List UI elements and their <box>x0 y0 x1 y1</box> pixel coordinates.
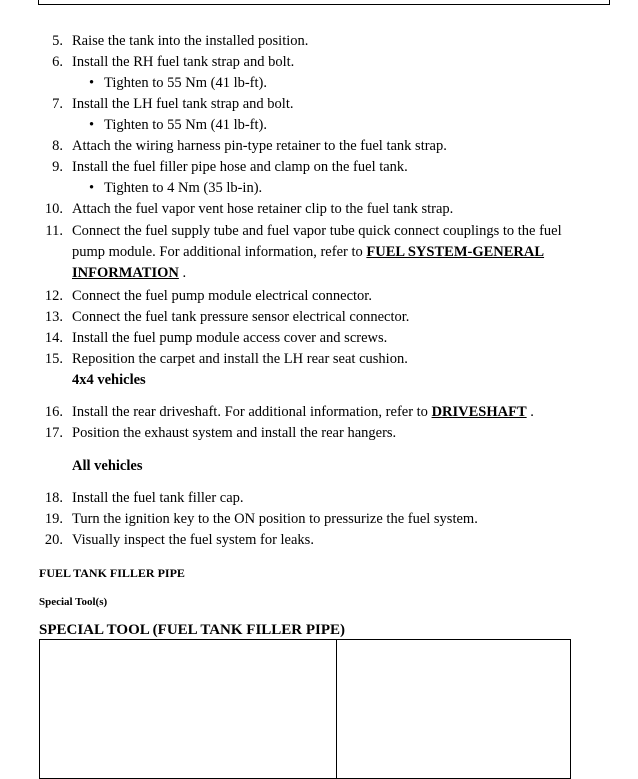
step-number: 11. <box>45 223 63 239</box>
procedure-steps-a <box>0 31 638 370</box>
step-item <box>0 307 638 328</box>
step-item <box>0 286 638 307</box>
tool-image-cell <box>40 640 337 779</box>
step-text: Reposition the carpet and install the LH rear seat cushion. <box>72 351 408 367</box>
sub-step <box>0 115 638 136</box>
step-text: Install the LH fuel tank strap and bolt. <box>72 96 294 112</box>
step-number: 18. <box>44 490 63 506</box>
step-item <box>0 220 638 286</box>
step-text: Raise the tank into the installed position. <box>72 33 309 49</box>
step-item <box>0 136 638 157</box>
step-number: 8. <box>52 138 63 154</box>
step-text: Connect the fuel pump module electrical connector. <box>72 288 372 304</box>
driveshaft-link[interactable]: DRIVESHAFT <box>431 404 527 420</box>
step-text-after: . <box>178 265 187 281</box>
special-tool-table <box>39 639 571 779</box>
sub-step <box>0 73 638 94</box>
step-number: 7. <box>52 96 63 112</box>
tool-description-cell <box>337 640 571 779</box>
step-item <box>0 52 638 73</box>
step-text-after: . <box>526 404 534 420</box>
step-item <box>0 423 638 444</box>
bullet-icon: • <box>89 75 95 91</box>
step-text: Install the fuel filler pipe hose and clamp on the fuel tank. <box>72 159 408 175</box>
step-item <box>0 157 638 178</box>
step-number: 16. <box>44 404 63 420</box>
step-number: 15. <box>44 351 63 367</box>
fuel-system-general-information-link[interactable]: FUEL SYSTEM-GENERAL INFORMATION <box>72 244 545 281</box>
step-text: Turn the ignition key to the ON position to pressurize the fuel system. <box>72 511 478 527</box>
step-item <box>0 488 638 509</box>
step-text: Position the exhaust system and install the rear hangers. <box>72 425 397 441</box>
table-row <box>40 640 571 779</box>
step-item <box>0 349 638 370</box>
section-title: FUEL TANK FILLER PIPE <box>39 566 185 580</box>
step-number: 13. <box>44 309 63 325</box>
step-number: 12. <box>44 288 63 304</box>
step-item <box>0 530 638 551</box>
step-item <box>0 402 638 423</box>
step-text: Install the fuel pump module access cover and screws. <box>72 330 388 346</box>
step-text: Install the fuel tank filler cap. <box>72 490 244 506</box>
step-text: Connect the fuel tank pressure sensor electrical connector. <box>72 309 410 325</box>
step-text: Install the RH fuel tank strap and bolt. <box>72 54 295 70</box>
sub-step-text: Tighten to 55 Nm (41 lb-ft). <box>104 75 267 91</box>
sub-step <box>0 178 638 199</box>
procedure-steps-c <box>0 488 638 551</box>
sub-step-text: Tighten to 55 Nm (41 lb-ft). <box>104 117 267 133</box>
procedure-steps-b <box>0 402 638 444</box>
bullet-icon: • <box>89 180 95 196</box>
step-number: 10. <box>44 201 63 217</box>
step-item <box>0 509 638 530</box>
special-tools-label: Special Tool(s) <box>39 596 108 608</box>
step-number: 19. <box>44 511 63 527</box>
step-item <box>0 94 638 115</box>
step-text: Install the rear driveshaft. For additional information, refer to <box>72 404 432 420</box>
subhead-4x4-vehicles: 4x4 vehicles <box>72 372 146 388</box>
top-frame <box>38 0 610 5</box>
step-item <box>0 31 638 52</box>
step-number: 6. <box>52 54 63 70</box>
step-text: Attach the wiring harness pin-type retainer to the fuel tank strap. <box>72 138 447 154</box>
step-text: Attach the fuel vapor vent hose retainer clip to the fuel tank strap. <box>72 201 454 217</box>
bullet-icon: • <box>89 117 95 133</box>
subhead-all-vehicles: All vehicles <box>72 458 143 474</box>
step-number: 14. <box>44 330 63 346</box>
step-item <box>0 328 638 349</box>
step-text: Visually inspect the fuel system for leaks. <box>72 532 314 548</box>
special-tool-table-title: SPECIAL TOOL (FUEL TANK FILLER PIPE) <box>39 622 346 638</box>
step-number: 9. <box>52 159 63 175</box>
step-number: 17. <box>44 425 63 441</box>
sub-step-text: Tighten to 4 Nm (35 lb-in). <box>104 180 263 196</box>
step-number: 5. <box>52 33 63 49</box>
step-text: Connect the fuel supply tube and fuel vapor tube quick connect couplings to the fuel pump module. For additional information, refer to <box>72 223 562 260</box>
step-number: 20. <box>44 532 63 548</box>
step-item <box>0 199 638 220</box>
